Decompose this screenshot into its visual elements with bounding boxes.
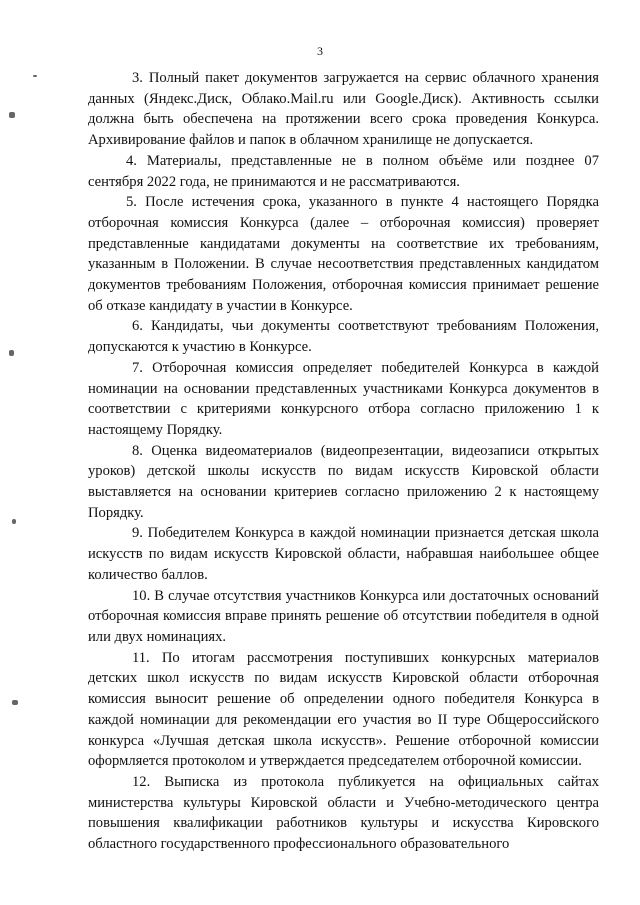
scan-artifact: [12, 519, 16, 524]
scan-artifact: [9, 350, 14, 356]
paragraph-3: 3. Полный пакет документов загружается на сервис облачного хранения данных (Яндекс.Диск, Облако.Mail.ru или Google.Диск). Активность ссылки должна быть обеспечена на протяжении всего срока проведения Конкурса. Архивирование файлов и папок в облачном хранилище не допускается.: [88, 70, 599, 149]
scan-artifact: [12, 700, 18, 705]
paragraph-8: 8. Оценка видеоматериалов (видеопрезентации, видеозаписи открытых уроков) детской школы искусств по видам искусств Кировской области выставляется на основании критериев согласно приложению 2 к настоящему Порядку.: [88, 442, 599, 521]
paragraph-9: 9. Победителем Конкурса в каждой номинации признается детская школа искусств по видам искусств Кировской области, набравшая наибольшее общее количество баллов.: [88, 525, 599, 583]
paragraph-6: 6. Кандидаты, чьи документы соответствуют требованиям Положения, допускаются к участию в Конкурсе.: [88, 318, 599, 356]
paragraph-10: 10. В случае отсутствия участников Конкурса или достаточных оснований отборочная комиссия вправе принять решение об отсутствии победителя в одной или двух номинациях.: [88, 587, 599, 645]
paragraph-4: 4. Материалы, представленные не в полном объёме или позднее 07 сентября 2022 года, не принимаются и не рассматриваются.: [88, 152, 599, 190]
scan-artifact: [9, 112, 15, 118]
paragraph-12: 12. Выписка из протокола публикуется на официальных сайтах министерства культуры Кировской области и Учебно-методического центра повышения квалификации работников культуры и искусства Кировского областного государственного профессионального образовательного: [88, 773, 599, 853]
paragraph-5: 5. После истечения срока, указанного в пункте 4 настоящего Порядка отборочная комиссия Конкурса (далее – отборочная комиссия) проверяет представленные кандидатами документы на соответствие их требованиям, указанным в Положении. В случае несоответствия представленных кандидатом документов требованиям Положения, отборочная комиссия принимает решение об отказе кандидату в участии в Конкурсе.: [88, 194, 599, 314]
scan-artifact: [33, 75, 37, 77]
paragraph-7: 7. Отборочная комиссия определяет победителей Конкурса в каждой номинации на основании представленных участниками Конкурса документов в соответствии с критериями конкурсного отбора согласно приложению 1 к настоящему Порядку.: [88, 359, 599, 438]
page-number: 3: [317, 44, 323, 58]
paragraph-11: 11. По итогам рассмотрения поступивших конкурсных материалов детских школ искусств по видам искусств Кировской области отборочная комиссия выносит решение об определении одного победителя Конкурса в каждой номинации для рекомендации его участия во II туре Общероссийского конкурса «Лучшая детская школа искусств». Решение отборочной комиссии оформляется протоколом и утверждается председателем отборочной комиссии.: [88, 649, 599, 770]
document-body: [88, 68, 599, 855]
